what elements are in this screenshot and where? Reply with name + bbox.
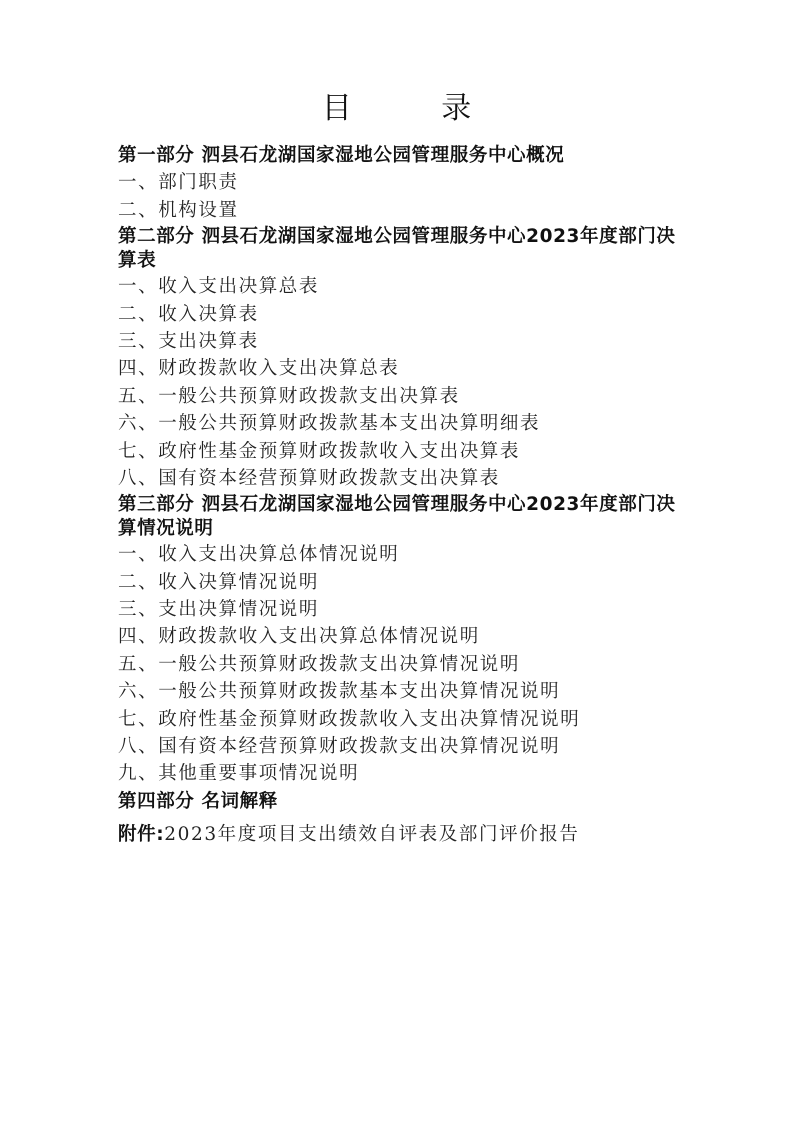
- toc-item: 三、支出决算表: [118, 330, 259, 352]
- attachment-line: [118, 821, 688, 848]
- toc-item: 五、一般公共预算财政拨款支出决算情况说明: [118, 653, 521, 675]
- toc-item: 一、收入支出决算总表: [118, 276, 320, 298]
- toc-item: 五、一般公共预算财政拨款支出决算表: [118, 385, 460, 407]
- toc-item: 九、其他重要事项情况说明: [118, 763, 360, 785]
- part3-heading: 第三部分 泗县石龙湖国家湿地公园管理服务中心2023年度部门决算情况说明: [118, 494, 676, 540]
- toc-item: 二、收入决算情况说明: [118, 571, 320, 593]
- toc-item: 三、支出决算情况说明: [118, 599, 320, 621]
- toc-item: 六、一般公共预算财政拨款基本支出决算情况说明: [118, 681, 561, 703]
- toc-item: 七、政府性基金预算财政拨款收入支出决算情况说明: [118, 708, 581, 730]
- attachment-text: 2023年度项目支出绩效自评表及部门评价报告: [164, 824, 580, 846]
- table-of-contents: [118, 142, 688, 849]
- toc-item: 二、机构设置: [118, 199, 239, 221]
- toc-item: 八、国有资本经营预算财政拨款支出决算表: [118, 467, 500, 489]
- part4-heading: 第四部分 名词解释: [118, 790, 278, 812]
- attachment-label: 附件:: [118, 824, 165, 846]
- part2-heading: 第二部分 泗县石龙湖国家湿地公园管理服务中心2023年度部门决算表: [118, 226, 676, 272]
- toc-item: 二、收入决算表: [118, 303, 259, 325]
- toc-item: 一、部门职责: [118, 172, 239, 194]
- toc-item: 四、财政拨款收入支出决算总表: [118, 358, 400, 380]
- toc-item: 一、收入支出决算总体情况说明: [118, 544, 400, 566]
- toc-item: 七、政府性基金预算财政拨款收入支出决算表: [118, 440, 521, 462]
- toc-item: 四、财政拨款收入支出决算总体情况说明: [118, 626, 480, 648]
- page-title: 目 录: [321, 91, 512, 126]
- toc-item: 八、国有资本经营预算财政拨款支出决算情况说明: [118, 736, 561, 758]
- toc-item: 六、一般公共预算财政拨款基本支出决算明细表: [118, 413, 541, 435]
- part1-heading: 第一部分 泗县石龙湖国家湿地公园管理服务中心概况: [118, 145, 565, 166]
